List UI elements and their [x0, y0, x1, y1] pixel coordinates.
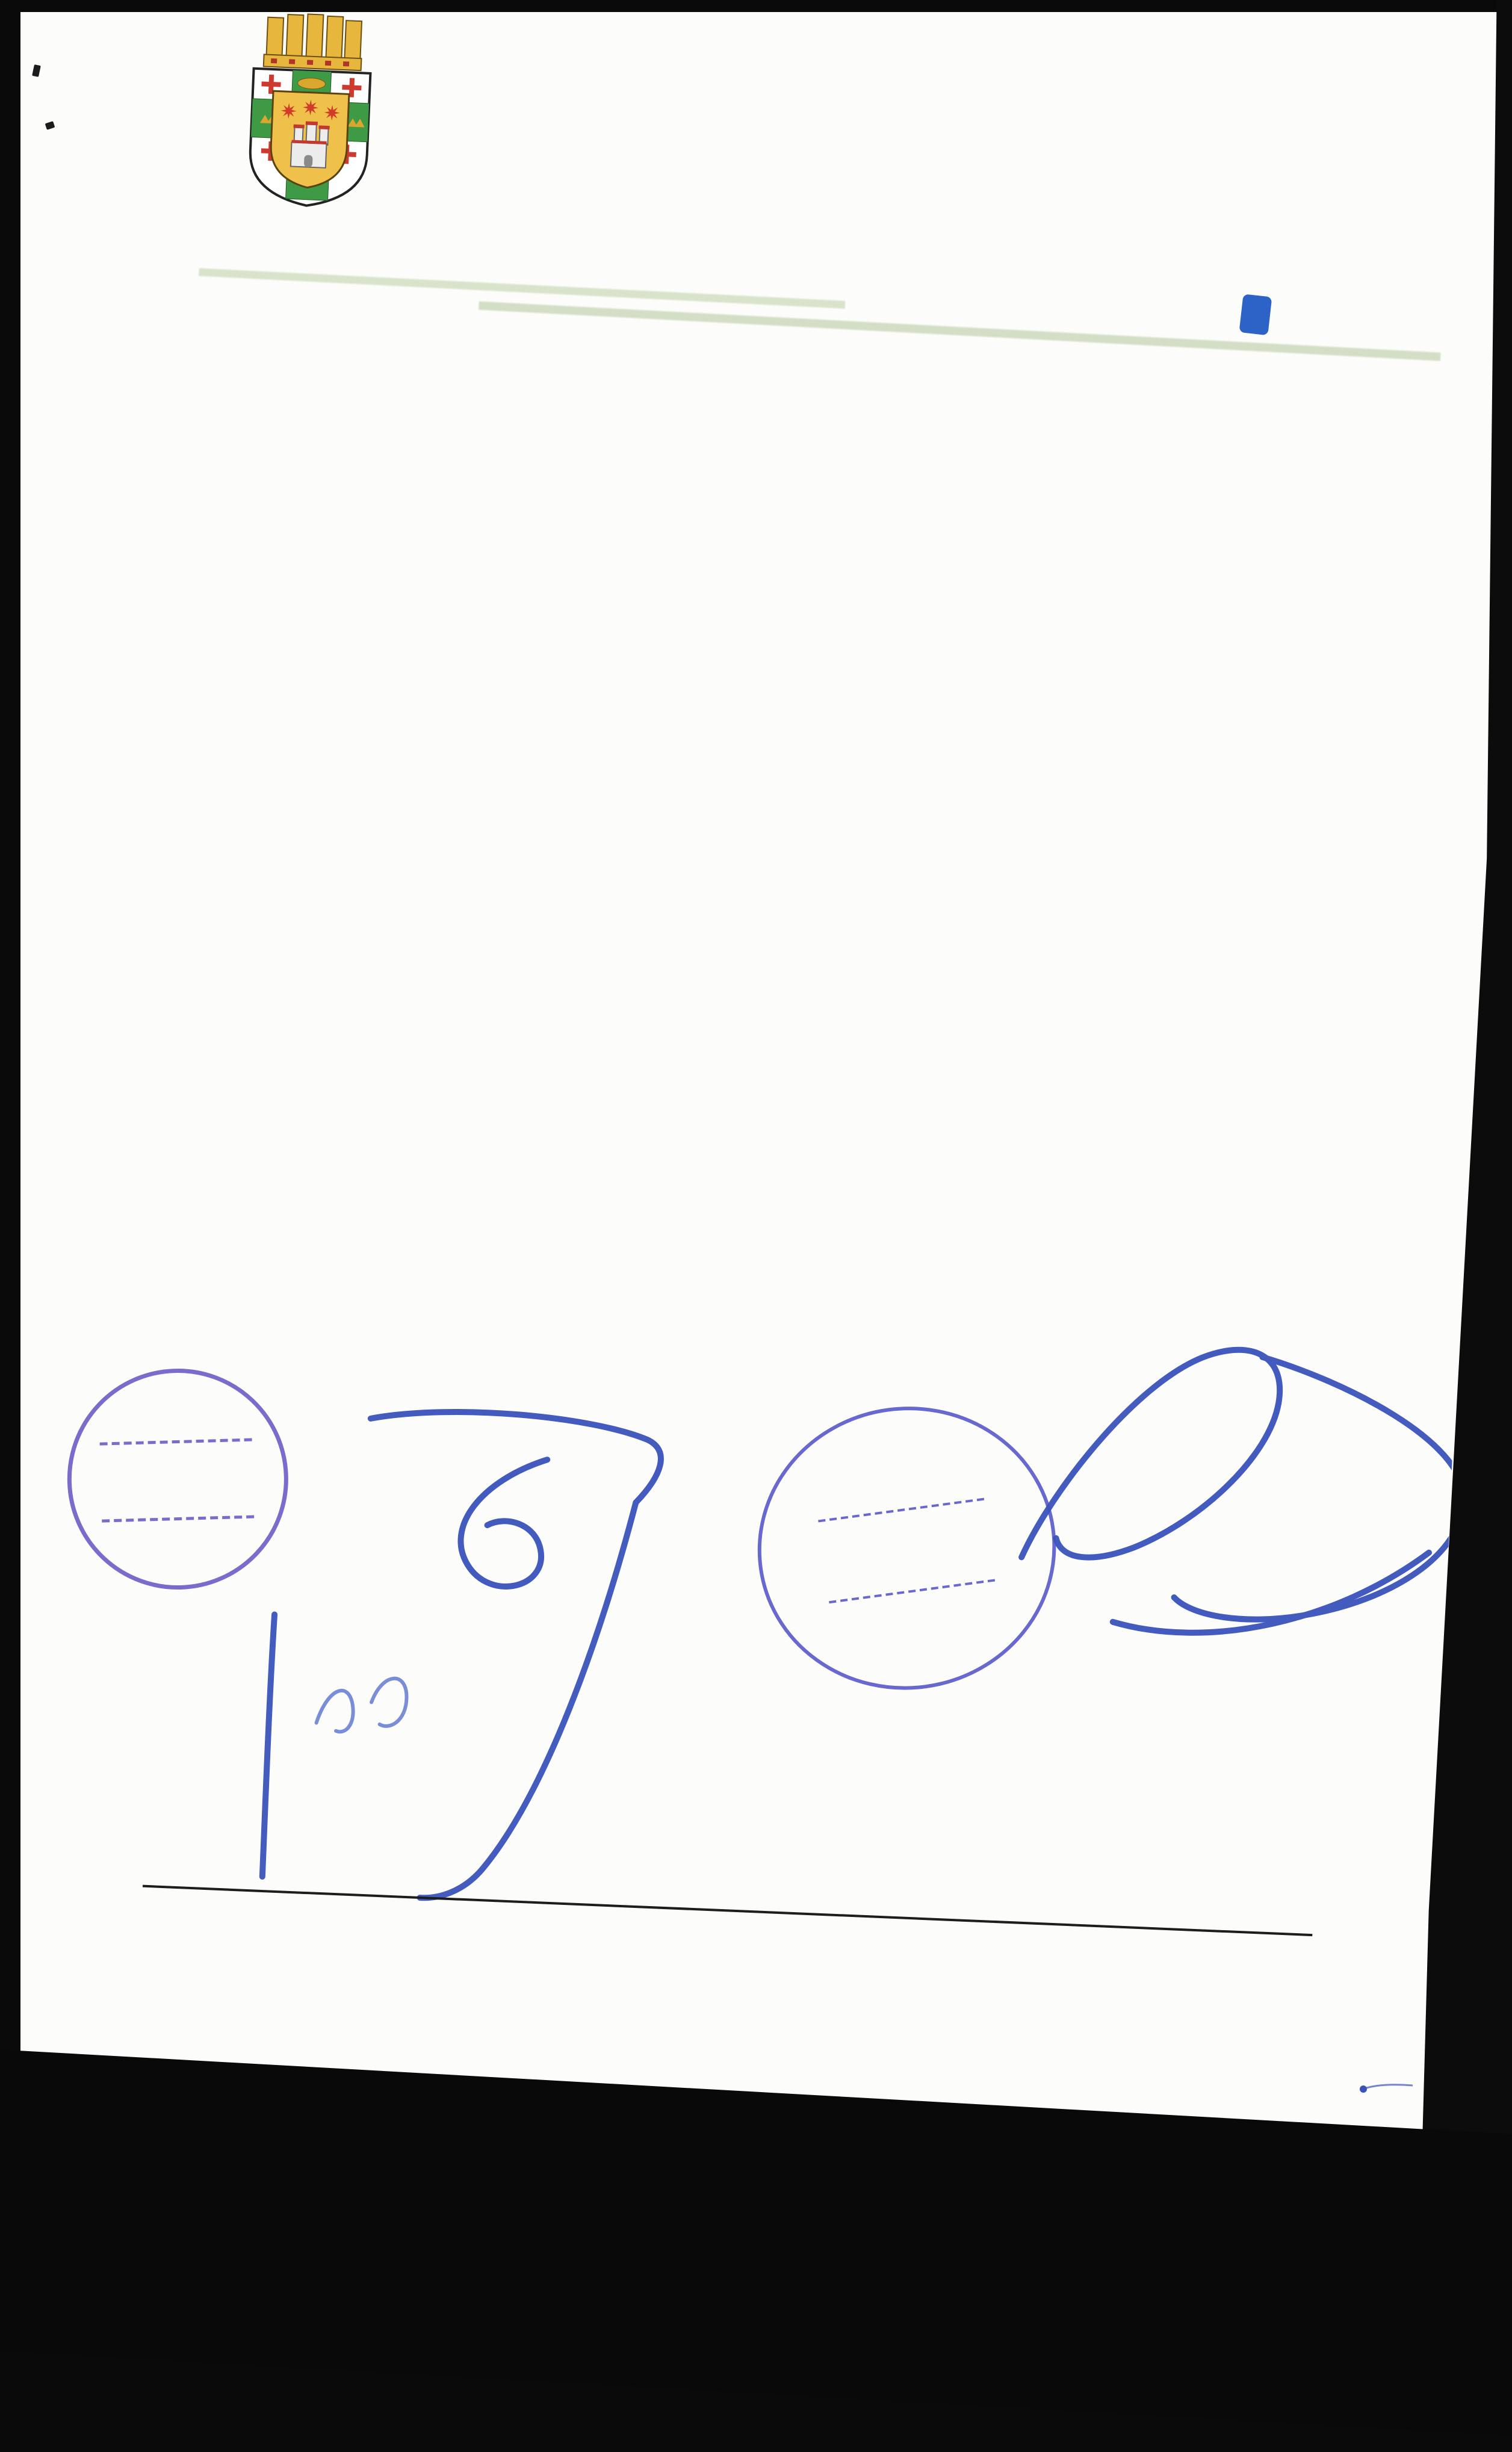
page-content [20, 12, 1511, 2147]
signature-initial-stroke [316, 1689, 354, 1732]
footer-line1 [144, 1890, 1346, 1941]
footer-line2 [144, 1890, 1346, 1941]
signature-stroke [368, 1408, 663, 1503]
commission-fields [205, 923, 1455, 1383]
signature-stroke [459, 1456, 547, 1588]
ink-blot [1239, 294, 1272, 335]
decorative-band [479, 302, 1440, 361]
signature-stroke [262, 1614, 274, 1877]
footer-block [144, 1890, 1346, 1941]
signature-stroke [420, 1494, 636, 1906]
administrador-municipal-stamp [738, 1385, 1076, 1711]
decorative-band [199, 268, 845, 309]
signature-stroke [1112, 1540, 1429, 1643]
footer-rule [143, 1885, 1312, 1936]
ink-flick [1357, 2079, 1418, 2095]
signature-initial-stroke [370, 1677, 407, 1727]
document-page [20, 12, 1512, 2147]
municipal-coat-of-arms-icon [231, 12, 390, 214]
secretario-municipal-stamp [46, 1348, 309, 1611]
signature-stroke [1173, 1354, 1469, 1628]
